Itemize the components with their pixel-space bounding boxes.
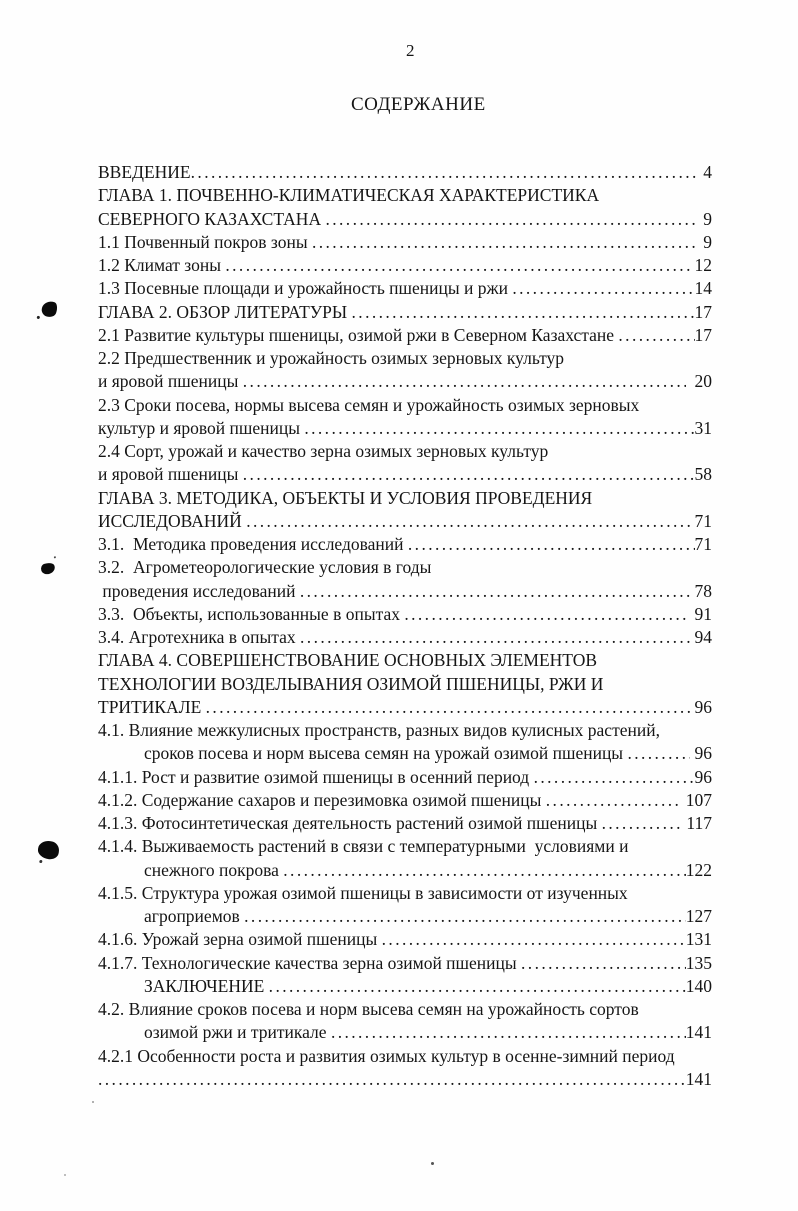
toc-entry <box>98 301 712 324</box>
page-number: 2 <box>406 41 415 60</box>
toc-entry <box>98 533 712 556</box>
toc-entry <box>98 626 712 649</box>
dot-leader <box>283 859 685 882</box>
toc-entry-text: 4.1.4. Выживаемость растений в связи с температурными условиями и <box>98 836 629 857</box>
ink-blob-artifact <box>37 840 60 861</box>
toc-entry <box>98 487 712 510</box>
toc-entry <box>98 928 712 951</box>
toc-entry-page: 107 <box>681 789 712 810</box>
toc-entry-page: 78 <box>690 580 712 601</box>
toc-entry <box>98 673 712 696</box>
toc-entry <box>98 696 712 719</box>
toc-entry <box>98 184 712 207</box>
toc-entry <box>98 347 712 370</box>
ink-speck-artifact <box>431 1162 434 1165</box>
dot-leader <box>225 254 690 277</box>
toc-entry-page: 96 <box>690 696 712 717</box>
toc-entry-text: 4.2.1 Особенности роста и развития озимых культур в осенне-зимний период <box>98 1045 675 1066</box>
ink-blob-artifact <box>40 561 57 576</box>
toc-entry-text: 4.1.1. Рост и развитие озимой пшеницы в осенний период <box>98 766 534 787</box>
toc-entry-page: 94 <box>690 627 712 647</box>
toc-entry <box>98 556 712 579</box>
toc-entry <box>98 463 712 486</box>
toc-entry-text: ИССЛЕДОВАНИЙ <box>98 510 247 531</box>
toc-entry-page: 71 <box>694 534 712 554</box>
dot-leader <box>512 277 694 300</box>
toc-entry-page: 140 <box>685 975 712 996</box>
toc-entry-text: 3.2. Агрометеорологические условия в годы <box>98 557 432 578</box>
toc-entry-text: 4.1.6. Урожай зерна озимой пшеницы <box>98 929 382 950</box>
toc-entry-text: 1.3 Посевные площади и урожайность пшеницы и ржи <box>98 278 513 299</box>
toc-entry-text: ТРИТИКАЛЕ <box>98 696 206 717</box>
toc-entry <box>98 835 712 858</box>
toc-entry <box>98 1045 712 1068</box>
dot-leader <box>627 742 690 765</box>
toc-entry <box>98 719 712 742</box>
dot-leader <box>382 928 686 951</box>
toc-entry-text: 2.1 Развитие культуры пшеницы, озимой ржи в Северном Казахстане <box>98 324 619 345</box>
toc-entry-page: 141 <box>685 1068 712 1089</box>
toc-entry <box>98 324 712 347</box>
ink-speck-artifact <box>92 1101 94 1103</box>
toc-entry-text: 3.1. Методика проведения исследований <box>98 534 408 554</box>
toc-entry <box>98 161 712 184</box>
toc-entry-text: и яровой пшеницы <box>98 464 243 485</box>
toc-entry <box>98 394 712 417</box>
toc-entry-page: 71 <box>690 510 712 531</box>
toc-entry <box>98 649 712 672</box>
toc-entry <box>98 231 712 254</box>
toc-entry-text: 4.1. Влияние межкулисных пространств, разных видов кулисных растений, <box>98 720 660 740</box>
toc-entry-page: 131 <box>685 929 712 950</box>
toc-list <box>98 161 712 1091</box>
dot-leader <box>534 766 695 789</box>
toc-entry <box>98 254 712 277</box>
dot-leader <box>206 696 690 719</box>
toc-entry-page: 96 <box>690 743 712 764</box>
dot-leader <box>300 580 690 603</box>
toc-entry-text: и яровой пшеницы <box>98 371 243 392</box>
dot-leader <box>331 1021 686 1044</box>
toc-entry <box>98 417 712 440</box>
toc-entry <box>98 998 712 1021</box>
toc-entry-text: ГЛАВА 2. ОБЗОР ЛИТЕРАТУРЫ <box>98 301 352 322</box>
toc-entry <box>98 208 712 231</box>
dot-leader <box>602 812 682 835</box>
toc-entry <box>98 812 712 835</box>
dot-leader <box>325 208 698 231</box>
dot-leader <box>521 952 686 975</box>
toc-entry-page: 141 <box>685 1022 712 1043</box>
toc-entry-text: 1.1 Почвенный покров зоны <box>98 231 312 252</box>
toc-entry-text: сроков посева и норм высева семян на урожай озимой пшеницы <box>144 743 628 764</box>
toc-entry <box>98 789 712 812</box>
toc-entry-page: 17 <box>694 324 712 345</box>
toc-entry <box>98 580 712 603</box>
toc-entry-text: проведения исследований <box>98 580 300 601</box>
toc-entry-text: СЕВЕРНОГО КАЗАХСТАНА <box>98 208 326 229</box>
toc-entry-text: озимой ржи и тритикале <box>144 1022 331 1043</box>
dot-leader <box>546 789 682 812</box>
toc-entry-page: 31 <box>694 417 712 438</box>
toc-entry <box>98 742 712 765</box>
dot-leader <box>269 975 686 998</box>
dot-leader <box>408 533 695 556</box>
toc-entry <box>98 440 712 463</box>
toc-entry <box>98 882 712 905</box>
toc-entry-text: 4.1.7. Технологические качества зерна озимой пшеницы <box>98 952 522 973</box>
toc-entry-page: 127 <box>685 906 712 926</box>
dot-leader <box>618 324 694 347</box>
dot-leader <box>304 417 694 440</box>
toc-entry <box>98 603 712 626</box>
toc-entry <box>98 952 712 975</box>
toc-entry <box>98 510 712 533</box>
toc-entry-page: 9 <box>698 208 712 229</box>
toc-entry-page: 96 <box>694 766 712 787</box>
toc-entry-text: 4.1.5. Структура урожая озимой пшеницы в зависимости от изученных <box>98 882 628 903</box>
toc-entry-text: ТЕХНОЛОГИИ ВОЗДЕЛЫВАНИЯ ОЗИМОЙ ПШЕНИЦЫ, РЖИ И <box>98 673 604 694</box>
toc-entry <box>98 370 712 393</box>
toc-entry-page: 4 <box>698 162 712 182</box>
toc-entry-text: ЗАКЛЮЧЕНИЕ <box>144 975 269 996</box>
toc-entry-text: снежного покрова <box>144 859 284 880</box>
toc-entry-text: ВВЕДЕНИЕ <box>98 162 191 182</box>
toc-entry-page: 12 <box>690 255 712 275</box>
dot-leader <box>244 905 686 928</box>
toc-entry-page: 14 <box>694 278 712 299</box>
toc-entry-text: ГЛАВА 4. СОВЕРШЕНСТВОВАНИЕ ОСНОВНЫХ ЭЛЕМЕНТОВ <box>98 650 598 671</box>
toc-entry-page: 117 <box>682 813 712 833</box>
toc-entry-text: ГЛАВА 3. МЕТОДИКА, ОБЪЕКТЫ И УСЛОВИЯ ПРОВЕДЕНИЯ <box>98 487 593 508</box>
dot-leader <box>246 510 690 533</box>
toc-entry-text: 1.2 Климат зоны <box>98 255 226 275</box>
ink-speck-artifact <box>64 1174 66 1176</box>
toc-entry-text: 3.3. Объекты, использованные в опытах <box>98 603 405 624</box>
toc-entry-text: 4.1.3. Фотосинтетическая деятельность растений озимой пшеницы <box>98 813 602 833</box>
toc-entry-text: 3.4. Агротехника в опытах <box>98 627 301 647</box>
toc-entry <box>98 1068 712 1091</box>
toc-entry-text: 4.1.2. Содержание сахаров и перезимовка озимой пшеницы <box>98 789 546 810</box>
dot-leader <box>243 463 695 486</box>
toc-entry-page: 58 <box>694 464 712 485</box>
toc-entry <box>98 277 712 300</box>
toc-entry-page: 17 <box>694 301 712 322</box>
ink-blob-artifact <box>40 299 59 319</box>
toc-entry-text: 2.2 Предшественник и урожайность озимых зерновых культур <box>98 348 565 368</box>
dot-leader <box>300 626 690 649</box>
toc-entry-page: 122 <box>685 859 712 880</box>
dot-leader <box>98 1068 686 1091</box>
toc-entry-text: 2.4 Сорт, урожай и качество зерна озимых зерновых культур <box>98 441 549 461</box>
toc-entry <box>98 766 712 789</box>
toc-entry-text: ГЛАВА 1. ПОЧВЕННО-КЛИМАТИЧЕСКАЯ ХАРАКТЕРИСТИКА <box>98 185 600 206</box>
toc-entry-text: 4.2. Влияние сроков посева и норм высева семян на урожайность сортов <box>98 999 639 1019</box>
toc-entry <box>98 859 712 882</box>
dot-leader <box>352 301 695 324</box>
toc-entry <box>98 1021 712 1044</box>
toc-entry-text: культур и яровой пшеницы <box>98 417 305 438</box>
dot-leader <box>191 161 699 184</box>
toc-entry-page: 9 <box>698 231 712 252</box>
page-title: СОДЕРЖАНИЕ <box>351 94 486 115</box>
toc-entry-page: 91 <box>690 603 712 624</box>
toc-entry-page: 135 <box>685 952 712 973</box>
toc-entry <box>98 975 712 998</box>
toc-entry-text: 2.3 Сроки посева, нормы высева семян и урожайность озимых зерновых <box>98 394 640 415</box>
toc-entry-page: 20 <box>685 371 712 392</box>
toc-entry <box>98 905 712 928</box>
dot-leader <box>312 231 699 254</box>
toc-entry-text: агроприемов <box>144 906 245 926</box>
dot-leader <box>404 603 690 626</box>
dot-leader <box>243 370 686 393</box>
